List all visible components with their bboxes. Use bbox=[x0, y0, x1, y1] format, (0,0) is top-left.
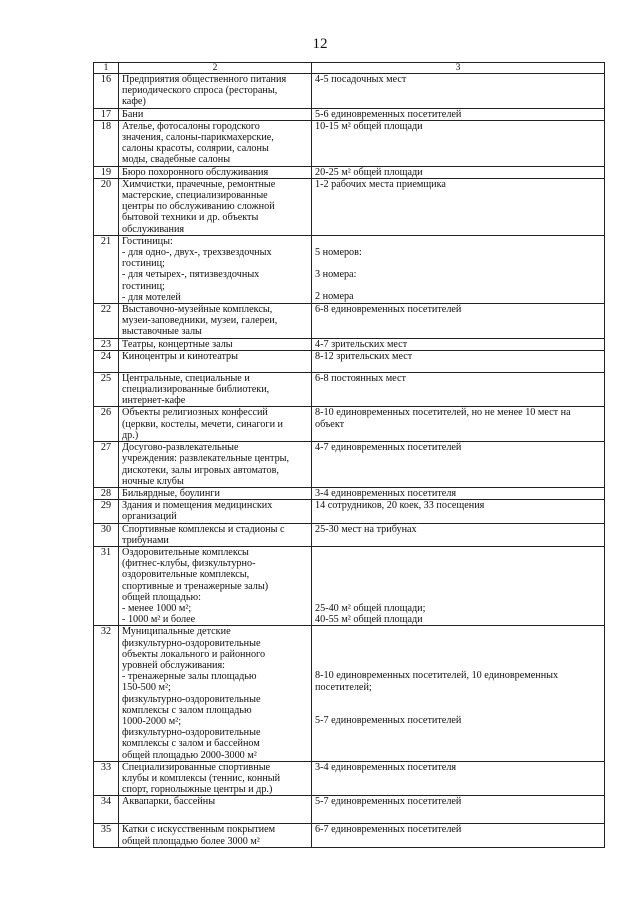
object-name-line: обслуживания bbox=[122, 223, 185, 235]
object-name-line: мастерские, специализированные bbox=[122, 190, 268, 202]
object-name-line: - тренажерные залы площадью bbox=[122, 671, 257, 683]
table-row bbox=[94, 626, 605, 761]
object-name-line: центры по обслуживанию сложной bbox=[122, 201, 275, 213]
object-name-line: периодического спроса (рестораны, bbox=[122, 85, 278, 97]
table-row bbox=[94, 166, 605, 178]
row-number: 17 bbox=[94, 108, 119, 120]
table-row bbox=[94, 523, 605, 546]
object-name-line: организаций bbox=[122, 511, 177, 523]
table-row bbox=[94, 500, 605, 523]
object-name-line: Катки с искусственным покрытием bbox=[122, 824, 276, 836]
object-name-line: общей площадью более 3000 м² bbox=[122, 835, 260, 847]
norm-value bbox=[312, 166, 605, 178]
row-number: 27 bbox=[94, 442, 119, 488]
object-name-line: Специализированные спортивные bbox=[122, 761, 271, 773]
norm-value-line: 8-12 зрительских мест bbox=[315, 350, 413, 362]
norm-value-line: 1-2 рабочих места приемщика bbox=[315, 178, 446, 190]
object-name-line: клубы и комплексы (теннис, конный bbox=[122, 772, 281, 784]
norm-value-line: 5 номеров: bbox=[315, 246, 362, 258]
norm-value-line: 20-25 м² общей площади bbox=[315, 166, 423, 178]
row-number: 24 bbox=[94, 350, 119, 372]
object-name-line: Досугово-развлекательные bbox=[122, 442, 239, 454]
norm-value bbox=[312, 120, 605, 166]
object-name bbox=[119, 108, 312, 120]
object-name-line: Бани bbox=[122, 108, 144, 120]
table-row bbox=[94, 372, 605, 407]
row-number: 19 bbox=[94, 166, 119, 178]
norm-value-line: 8-10 единовременных посетителей, но не менее 10 мест на bbox=[315, 407, 571, 419]
norm-value-line: 40-55 м² общей площади bbox=[315, 614, 423, 626]
norm-value bbox=[312, 304, 605, 339]
object-name bbox=[119, 824, 312, 847]
norm-value-line: 10-15 м² общей площади bbox=[315, 120, 423, 132]
norm-value-line: 25-40 м² общей площади; bbox=[315, 602, 426, 614]
object-name bbox=[119, 120, 312, 166]
norm-value bbox=[312, 796, 605, 824]
object-name-line: бытовой техники и др. объекты bbox=[122, 212, 259, 224]
row-number: 23 bbox=[94, 338, 119, 350]
object-name bbox=[119, 761, 312, 796]
norm-value-line: 6-8 единовременных посетителей bbox=[315, 304, 462, 316]
norm-value bbox=[312, 235, 605, 303]
object-name bbox=[119, 304, 312, 339]
table-row bbox=[94, 304, 605, 339]
norm-value-line: 2 номера bbox=[315, 291, 354, 303]
norm-value-line: 3-4 единовременных посетителя bbox=[315, 761, 457, 773]
object-name-line: гостиниц; bbox=[122, 280, 165, 292]
norm-value bbox=[312, 546, 605, 625]
norm-value bbox=[312, 487, 605, 499]
norm-value bbox=[312, 108, 605, 120]
object-name bbox=[119, 407, 312, 442]
object-name-line: гостиниц; bbox=[122, 258, 165, 270]
table-row bbox=[94, 546, 605, 625]
object-name-line: 150-500 м²; bbox=[122, 682, 171, 694]
column-header-3: 3 bbox=[312, 63, 605, 74]
object-name-line: Муниципальные детские bbox=[122, 626, 231, 638]
row-number: 33 bbox=[94, 761, 119, 796]
table-header-row bbox=[94, 63, 605, 74]
object-name bbox=[119, 796, 312, 824]
norm-value bbox=[312, 338, 605, 350]
column-header-1: 1 bbox=[94, 63, 119, 74]
object-name-line: интернет-кафе bbox=[122, 395, 186, 407]
norm-value-line: 14 сотрудников, 20 коек, 33 посещения bbox=[315, 500, 485, 512]
object-name-line: Театры, концертные залы bbox=[122, 338, 233, 350]
object-name bbox=[119, 442, 312, 488]
object-name-line: трибунами bbox=[122, 534, 169, 546]
object-name-line: музеи-заповедники, музеи, галереи, bbox=[122, 315, 278, 327]
row-number: 31 bbox=[94, 546, 119, 625]
table-row bbox=[94, 120, 605, 166]
object-name-line: спортивные и тренажерные залы) bbox=[122, 580, 269, 592]
object-name-line: кафе) bbox=[122, 96, 146, 108]
row-number: 26 bbox=[94, 407, 119, 442]
norm-value bbox=[312, 626, 605, 761]
object-name-line: - 1000 м² и более bbox=[122, 614, 196, 626]
object-name bbox=[119, 338, 312, 350]
norm-value-line: 5-7 единовременных посетителей bbox=[315, 714, 462, 726]
norm-value-line: 6-8 постоянных мест bbox=[315, 372, 406, 384]
row-number: 20 bbox=[94, 178, 119, 235]
row-number: 16 bbox=[94, 74, 119, 109]
object-name-line: дискотеки, залы игровых автоматов, bbox=[122, 464, 279, 476]
object-name-line: общей площадью 2000-3000 м² bbox=[122, 749, 257, 761]
object-name-line: Бюро похоронного обслуживания bbox=[122, 166, 269, 178]
object-name-line: специализированные библиотеки, bbox=[122, 384, 270, 396]
object-name-line: уровней обслуживания: bbox=[122, 659, 226, 671]
object-name-line: салоны красоты, солярии, салоны bbox=[122, 143, 269, 155]
table-row bbox=[94, 235, 605, 303]
row-number: 18 bbox=[94, 120, 119, 166]
object-name bbox=[119, 523, 312, 546]
object-name bbox=[119, 350, 312, 372]
object-name-line: др.) bbox=[122, 429, 139, 441]
table-row bbox=[94, 338, 605, 350]
row-number: 30 bbox=[94, 523, 119, 546]
object-name-line: Центральные, специальные и bbox=[122, 372, 250, 384]
norm-value-line: посетителей; bbox=[315, 681, 372, 693]
row-number: 35 bbox=[94, 824, 119, 847]
object-name-line: - менее 1000 м²; bbox=[122, 602, 192, 614]
norm-value-line: 4-5 посадочных мест bbox=[315, 74, 407, 85]
object-name-line: Киноцентры и кинотеатры bbox=[122, 350, 238, 362]
norm-value bbox=[312, 824, 605, 847]
row-number: 34 bbox=[94, 796, 119, 824]
table-row bbox=[94, 407, 605, 442]
norm-value bbox=[312, 500, 605, 523]
table-row bbox=[94, 487, 605, 499]
row-number: 32 bbox=[94, 626, 119, 761]
table-row bbox=[94, 108, 605, 120]
object-name-line: Ателье, фотосалоны городского bbox=[122, 120, 260, 132]
object-name-line: выставочные залы bbox=[122, 326, 202, 338]
norm-value-line: 25-30 мест на трибунах bbox=[315, 523, 417, 535]
norm-value bbox=[312, 761, 605, 796]
object-name-line: ночные клубы bbox=[122, 475, 184, 487]
norm-value bbox=[312, 350, 605, 372]
object-name-line: Выставочно-музейные комплексы, bbox=[122, 304, 273, 316]
norm-value bbox=[312, 74, 605, 109]
table-row bbox=[94, 796, 605, 824]
object-name bbox=[119, 166, 312, 178]
object-name-line: Здания и помещения медицинских bbox=[122, 500, 273, 512]
object-name-line: Оздоровительные комплексы bbox=[122, 546, 249, 558]
object-name-line: комплексы с залом площадью bbox=[122, 704, 252, 716]
object-name-line: (церкви, костелы, мечети, синагоги и bbox=[122, 418, 284, 430]
row-number: 25 bbox=[94, 372, 119, 407]
table-row bbox=[94, 761, 605, 796]
norm-value bbox=[312, 523, 605, 546]
norm-value-line: 5-6 единовременных посетителей bbox=[315, 108, 462, 120]
norm-value bbox=[312, 407, 605, 442]
column-header-2: 2 bbox=[119, 63, 312, 74]
norm-value-line: 6-7 единовременных посетителей bbox=[315, 824, 462, 836]
object-name bbox=[119, 74, 312, 109]
object-name-line: - для четырех-, пятизвездочных bbox=[122, 269, 260, 281]
object-name-line: - для одно-, двух-, трехзвездочных bbox=[122, 247, 272, 259]
norm-value-line: 5-7 единовременных посетителей bbox=[315, 796, 462, 808]
table-row bbox=[94, 824, 605, 847]
norm-value-line: 3-4 единовременных посетителя bbox=[315, 487, 457, 499]
object-name bbox=[119, 546, 312, 625]
object-name bbox=[119, 626, 312, 761]
row-number: 22 bbox=[94, 304, 119, 339]
object-name-line: объекты локального и районного bbox=[122, 648, 266, 660]
norms-table bbox=[93, 62, 605, 848]
table-row bbox=[94, 442, 605, 488]
object-name-line: - для мотелей bbox=[122, 291, 181, 303]
norm-value bbox=[312, 372, 605, 407]
object-name bbox=[119, 487, 312, 499]
object-name-line: оздоровительные комплексы, bbox=[122, 569, 250, 581]
object-name-line: Химчистки, прачечные, ремонтные bbox=[122, 178, 276, 190]
object-name-line: Объекты религиозных конфессий bbox=[122, 407, 268, 419]
object-name-line: учреждения: развлекательные центры, bbox=[122, 453, 290, 465]
object-name bbox=[119, 235, 312, 303]
norm-value-line: 4-7 единовременных посетителей bbox=[315, 442, 462, 454]
object-name-line: физкультурно-оздоровительные bbox=[122, 727, 261, 739]
object-name-line: спорт, горнолыжные центры и др.) bbox=[122, 784, 273, 796]
table-row bbox=[94, 178, 605, 235]
object-name-line: значения, салоны-парикмахерские, bbox=[122, 132, 274, 144]
object-name-line: (фитнес-клубы, физкультурно- bbox=[122, 558, 256, 570]
row-number: 21 bbox=[94, 235, 119, 303]
object-name bbox=[119, 500, 312, 523]
object-name-line: общей площадью: bbox=[122, 591, 201, 603]
norm-value bbox=[312, 178, 605, 235]
norm-value-line: объект bbox=[315, 418, 345, 430]
object-name-line: Спортивные комплексы и стадионы с bbox=[122, 523, 285, 535]
object-name-line: Бильярдные, боулинги bbox=[122, 487, 220, 499]
norm-value bbox=[312, 442, 605, 488]
norm-value-line: 3 номера: bbox=[315, 269, 357, 281]
norm-value-line: 4-7 зрительских мест bbox=[315, 338, 408, 350]
object-name-line: Гостиницы: bbox=[122, 235, 173, 247]
object-name bbox=[119, 372, 312, 407]
row-number: 28 bbox=[94, 487, 119, 499]
object-name-line: физкультурно-оздоровительные bbox=[122, 693, 261, 705]
object-name-line: комплексы с залом и бассейном bbox=[122, 738, 260, 750]
object-name-line: физкультурно-оздоровительные bbox=[122, 637, 261, 649]
object-name-line: Предприятия общественного питания bbox=[122, 74, 287, 85]
table-row bbox=[94, 74, 605, 109]
page-number: 12 bbox=[312, 36, 328, 52]
table-row bbox=[94, 350, 605, 372]
object-name-line: 1000-2000 м²; bbox=[122, 715, 182, 727]
object-name bbox=[119, 178, 312, 235]
object-name-line: моды, свадебные салоны bbox=[122, 154, 231, 166]
row-number: 29 bbox=[94, 500, 119, 523]
norm-value-line: 8-10 единовременных посетителей, 10 единовременных bbox=[315, 670, 559, 682]
object-name-line: Аквапарки, бассейны bbox=[122, 796, 216, 808]
